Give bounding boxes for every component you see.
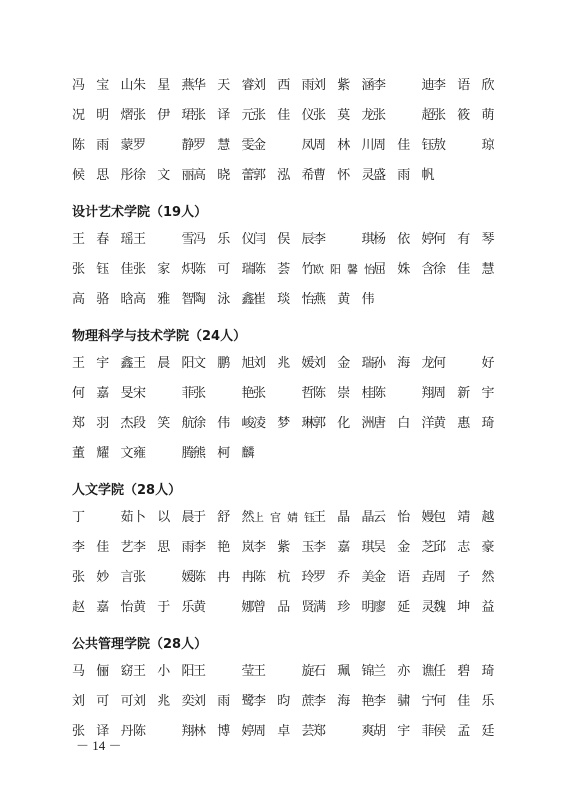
name-entry: 敖 琼 <box>433 138 495 153</box>
name-entry: 郭泓希 <box>253 168 315 183</box>
name-entry: 王晶晶 <box>313 510 375 525</box>
name-entry: 欧阳馨怡 <box>313 263 375 276</box>
name-entry: 李艳岚 <box>193 540 255 555</box>
name-entry: 文鹏旭 <box>193 356 255 371</box>
name-entry: 郑 爽 <box>313 724 375 739</box>
name-entry: 张莫龙 <box>313 108 375 123</box>
name-entry: 徐伟峻 <box>193 416 255 431</box>
name-entry: 刘兆奕 <box>133 694 195 709</box>
name-entry: 林博婷 <box>193 724 255 739</box>
name-entry: 张妙言 <box>72 570 134 585</box>
name-entry: 魏坤益 <box>433 600 495 615</box>
name-entry: 李海艳 <box>313 694 375 709</box>
name-entry: 周林川 <box>313 138 375 153</box>
name-entry: 金语垚 <box>373 570 435 585</box>
name-entry: 闫俣辰 <box>253 232 315 247</box>
name-entry: 何佳乐 <box>433 694 495 709</box>
name-entry: 张译元 <box>193 108 255 123</box>
name-entry: 屈姝含 <box>373 262 435 277</box>
name-entry: 邱志豪 <box>433 540 495 555</box>
name-entry: 崔琰怡 <box>253 292 315 307</box>
name-entry: 罗慧雯 <box>193 138 255 153</box>
name-entry: 张筱萌 <box>433 108 495 123</box>
name-entry: 陈崇桂 <box>313 386 375 401</box>
name-entry: 张 超 <box>373 108 435 123</box>
name-entry: 李思雨 <box>133 540 195 555</box>
name-entry: 刘雨鹭 <box>193 694 255 709</box>
name-entry: 李嘉琪 <box>313 540 375 555</box>
name-entry: 张佳仪 <box>253 108 315 123</box>
name-entry: 任碧琦 <box>433 664 495 679</box>
name-entry: 李骕宁 <box>373 694 435 709</box>
name-entry: 陈荟竹 <box>253 262 315 277</box>
name-entry: 候思彤 <box>72 168 134 183</box>
name-entry: 张 艳 <box>193 386 255 401</box>
name-entry: 徐文丽 <box>133 168 195 183</box>
name-entry: 石珮锦 <box>313 664 375 679</box>
name-entry: 陶泳鑫 <box>193 292 255 307</box>
name-entry: 雍 腾 <box>133 446 195 461</box>
name-entry: 包靖越 <box>433 510 495 525</box>
name-entry: 侯孟廷 <box>433 724 495 739</box>
name-entry: 何嘉旻 <box>72 386 134 401</box>
name-entry: 曹怀灵 <box>313 168 375 183</box>
name-entry: 于舒然 <box>193 510 255 525</box>
name-entry: 陈可瑞 <box>193 262 255 277</box>
name-entry: 周卓芸 <box>253 724 315 739</box>
name-entry: 盛雨帆 <box>373 168 435 183</box>
page-number: － 14 － <box>76 738 122 753</box>
name-entry: 赵嘉怡 <box>72 600 134 615</box>
section-heading: 公共管理学院（28人） <box>72 637 208 652</box>
name-entry: 刘金瑞 <box>313 356 375 371</box>
name-entry: 陈冉冉 <box>193 570 255 585</box>
name-entry: 王晨阳 <box>133 356 195 371</box>
name-entry: 周佳钰 <box>373 138 435 153</box>
name-entry: 王 雪 <box>133 232 195 247</box>
name-entry: 吴金芝 <box>373 540 435 555</box>
name-entry: 张钰佳 <box>72 262 134 277</box>
name-entry: 郑羽杰 <box>72 416 134 431</box>
name-entry: 张 哲 <box>253 386 315 401</box>
name-entry: 刘西雨 <box>253 78 315 93</box>
name-entry: 兰亦谯 <box>373 664 435 679</box>
name-entry: 王春瑶 <box>72 232 134 247</box>
name-entry: 陈 翔 <box>133 724 195 739</box>
name-entry: 罗乔美 <box>313 570 375 585</box>
name-entry: 郭化洲 <box>313 416 375 431</box>
section-heading: 设计艺术学院（19人） <box>72 205 208 220</box>
name-entry: 廖延灵 <box>373 600 435 615</box>
name-entry: 王小阳 <box>133 664 195 679</box>
name-entry: 熊柯麟 <box>193 446 255 461</box>
name-entry: 罗 静 <box>133 138 195 153</box>
name-entry: 周子然 <box>433 570 495 585</box>
name-entry: 李 琪 <box>313 232 375 247</box>
name-entry: 马俪窈 <box>72 664 134 679</box>
name-entry: 朱星燕 <box>133 78 195 93</box>
name-entry: 李紫玉 <box>253 540 315 555</box>
name-entry: 张译丹 <box>72 724 134 739</box>
name-entry: 凌梦琳 <box>253 416 315 431</box>
name-entry: 满珍明 <box>313 600 375 615</box>
name-entry: 何 好 <box>433 356 495 371</box>
name-entry: 陈雨蒙 <box>72 138 134 153</box>
name-entry: 杨依婷 <box>373 232 435 247</box>
name-entry: 陈杭玲 <box>253 570 315 585</box>
name-entry: 冯宝山 <box>72 78 134 93</box>
name-entry: 上官婧钰 <box>253 511 315 524</box>
name-entry: 孙海龙 <box>373 356 435 371</box>
name-entry: 王 旋 <box>253 664 315 679</box>
name-entry: 黄于乐 <box>133 600 195 615</box>
name-entry: 高晓蕾 <box>193 168 255 183</box>
name-entry: 李 迪 <box>373 78 435 93</box>
name-entry: 何有琴 <box>433 232 495 247</box>
name-entry: 徐佳慧 <box>433 262 495 277</box>
name-entry: 燕黄伟 <box>313 292 375 307</box>
name-entry: 张家炽 <box>133 262 195 277</box>
name-entry: 段笑航 <box>133 416 195 431</box>
name-entry: 况明熠 <box>72 108 134 123</box>
name-entry: 刘紫涵 <box>313 78 375 93</box>
name-entry: 黄惠琦 <box>433 416 495 431</box>
name-entry: 周新宇 <box>433 386 495 401</box>
name-entry: 宋 菲 <box>133 386 195 401</box>
name-entry: 刘可可 <box>72 694 134 709</box>
name-entry: 唐白洋 <box>373 416 435 431</box>
section-heading: 物理科学与技术学院（24人） <box>72 329 247 344</box>
name-entry: 刘兆媛 <box>253 356 315 371</box>
section-heading: 人文学院（28人） <box>72 483 182 498</box>
name-entry: 高雅智 <box>133 292 195 307</box>
name-entry: 李佳艺 <box>72 540 134 555</box>
name-entry: 张伊珺 <box>133 108 195 123</box>
name-entry: 高骆晗 <box>72 292 134 307</box>
name-entry: 冯乐仪 <box>193 232 255 247</box>
name-entry: 金 凤 <box>253 138 315 153</box>
name-entry: 李语欣 <box>433 78 495 93</box>
name-entry: 卜以晨 <box>133 510 195 525</box>
name-entry: 云怡嫚 <box>373 510 435 525</box>
name-entry: 黄 娜 <box>193 600 255 615</box>
name-entry: 华天睿 <box>193 78 255 93</box>
name-entry: 陈 翔 <box>373 386 435 401</box>
name-entry: 胡宇菲 <box>373 724 435 739</box>
name-entry: 张 媛 <box>133 570 195 585</box>
name-entry: 丁 茹 <box>72 510 134 525</box>
name-entry: 董耀文 <box>72 446 134 461</box>
name-entry: 曾品贤 <box>253 600 315 615</box>
name-entry: 王宇鑫 <box>72 356 134 371</box>
name-entry: 李昀蔗 <box>253 694 315 709</box>
name-entry: 王 莹 <box>193 664 255 679</box>
